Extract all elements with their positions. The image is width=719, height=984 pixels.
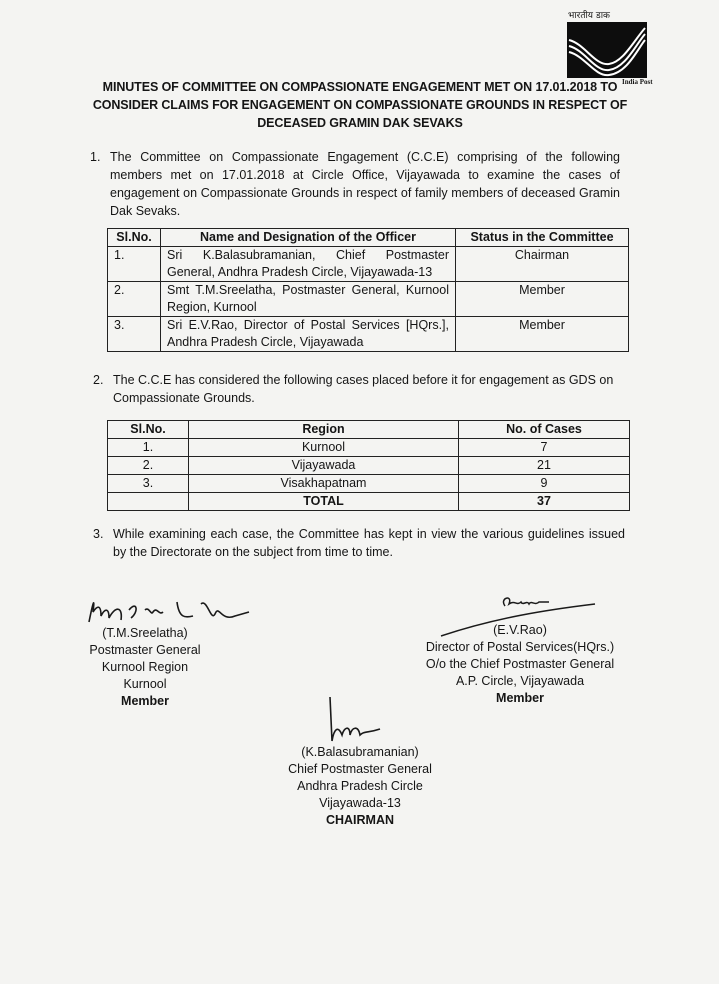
table-row	[108, 475, 630, 493]
cell-sl: 3.	[108, 317, 161, 352]
signatory-evrao	[400, 622, 640, 707]
india-post-emblem-icon	[567, 22, 647, 78]
paragraph-number: 3.	[93, 527, 104, 541]
cell-status: Member	[456, 317, 629, 352]
paragraph-number: 1.	[90, 150, 101, 164]
signatory-region: Kurnool Region	[101, 660, 189, 674]
table-row	[108, 317, 629, 352]
header-sl-no: Sl.No.	[108, 229, 161, 247]
signatory-designation: Chief Postmaster General	[288, 762, 432, 776]
signatory-role: Member	[496, 691, 544, 705]
header-region: Region	[189, 421, 459, 439]
paragraph-2	[93, 371, 623, 407]
cell-region: Visakhapatnam	[189, 475, 459, 493]
paragraph-text: While examining each case, the Committee has kept in view the various guidelines issued by the Directorate on the subject from time to time.	[113, 527, 625, 559]
cell-sl: 3.	[108, 475, 189, 493]
signatory-name: (E.V.Rao)	[493, 623, 547, 637]
signatory-balasubramanian	[265, 744, 455, 829]
signatory-role: CHAIRMAN	[325, 813, 395, 827]
cell-total-cases: 37	[459, 493, 630, 511]
cell-cases: 9	[459, 475, 630, 493]
signatory-role: Member	[121, 694, 169, 708]
document-title	[80, 78, 640, 132]
cases-table	[107, 420, 630, 511]
table-header-row	[108, 421, 630, 439]
signatory-name: (K.Balasubramanian)	[301, 745, 419, 759]
title-line-3: DECEASED GRAMIN DAK SEVAKS	[257, 116, 463, 130]
signatory-location: Vijayawada-13	[319, 796, 401, 810]
signatory-designation: Director of Postal Services(HQrs.)	[425, 640, 615, 654]
cell-name: Smt T.M.Sreelatha, Postmaster General, Kurnool Region, Kurnool	[161, 282, 456, 317]
signatory-designation: Postmaster General	[89, 643, 201, 657]
signatory-sreelatha	[70, 625, 220, 710]
cell-sl	[108, 493, 189, 511]
signatory-location: Kurnool	[123, 677, 167, 691]
table-total-row	[108, 493, 630, 511]
cell-region: Vijayawada	[189, 457, 459, 475]
committee-members-table	[107, 228, 629, 352]
cell-total-label: TOTAL	[189, 493, 459, 511]
paragraph-text: The Committee on Compassionate Engagement (C.C.E) comprising of the following members met on 17.01.2018 at Circle Office, Vijayawada to examine the cases of engagement on Compassionate Grounds in respect of family members of deceased Gramin Dak Sevaks.	[110, 150, 620, 218]
table-row	[108, 247, 629, 282]
paragraph-1	[90, 148, 620, 220]
table-row	[108, 282, 629, 317]
cell-sl: 2.	[108, 457, 189, 475]
logo-english-text: India Post	[622, 78, 653, 86]
cell-sl: 2.	[108, 282, 161, 317]
signatory-name: (T.M.Sreelatha)	[102, 626, 188, 640]
header-sl-no: Sl.No.	[108, 421, 189, 439]
signatory-office: O/o the Chief Postmaster General	[425, 657, 615, 671]
table-row	[108, 457, 630, 475]
title-line-2: CONSIDER CLAIMS FOR ENGAGEMENT ON COMPASSIONATE GROUNDS IN RESPECT OF	[92, 98, 628, 112]
logo-hindi-text: भारतीय डाक	[568, 11, 610, 21]
title-line-1: MINUTES OF COMMITTEE ON COMPASSIONATE ENGAGEMENT MET ON 17.01.2018 TO	[102, 80, 618, 94]
paragraph-text: The C.C.E has considered the following cases placed before it for engagement as GDS on Compassionate Grounds.	[113, 373, 614, 405]
cell-cases: 21	[459, 457, 630, 475]
cell-status: Member	[456, 282, 629, 317]
paragraph-number: 2.	[93, 373, 104, 387]
signature-balasubramanian-icon	[318, 695, 388, 745]
header-name-designation: Name and Designation of the Officer	[161, 229, 456, 247]
table-header-row	[108, 229, 629, 247]
signatory-circle: Andhra Pradesh Circle	[297, 779, 423, 793]
signature-sreelatha-icon	[85, 592, 255, 628]
cell-cases: 7	[459, 439, 630, 457]
header-status: Status in the Committee	[456, 229, 629, 247]
cell-sl: 1.	[108, 247, 161, 282]
paragraph-3	[93, 525, 625, 561]
india-post-logo	[560, 8, 680, 88]
cell-name: Sri K.Balasubramanian, Chief Postmaster General, Andhra Pradesh Circle, Vijayawada-13	[161, 247, 456, 282]
cell-status: Chairman	[456, 247, 629, 282]
cell-name: Sri E.V.Rao, Director of Postal Services [HQrs.], Andhra Pradesh Circle, Vijayawada	[161, 317, 456, 352]
cell-sl: 1.	[108, 439, 189, 457]
header-no-of-cases: No. of Cases	[459, 421, 630, 439]
cell-region: Kurnool	[189, 439, 459, 457]
signatory-location: A.P. Circle, Vijayawada	[455, 674, 585, 688]
table-row	[108, 439, 630, 457]
